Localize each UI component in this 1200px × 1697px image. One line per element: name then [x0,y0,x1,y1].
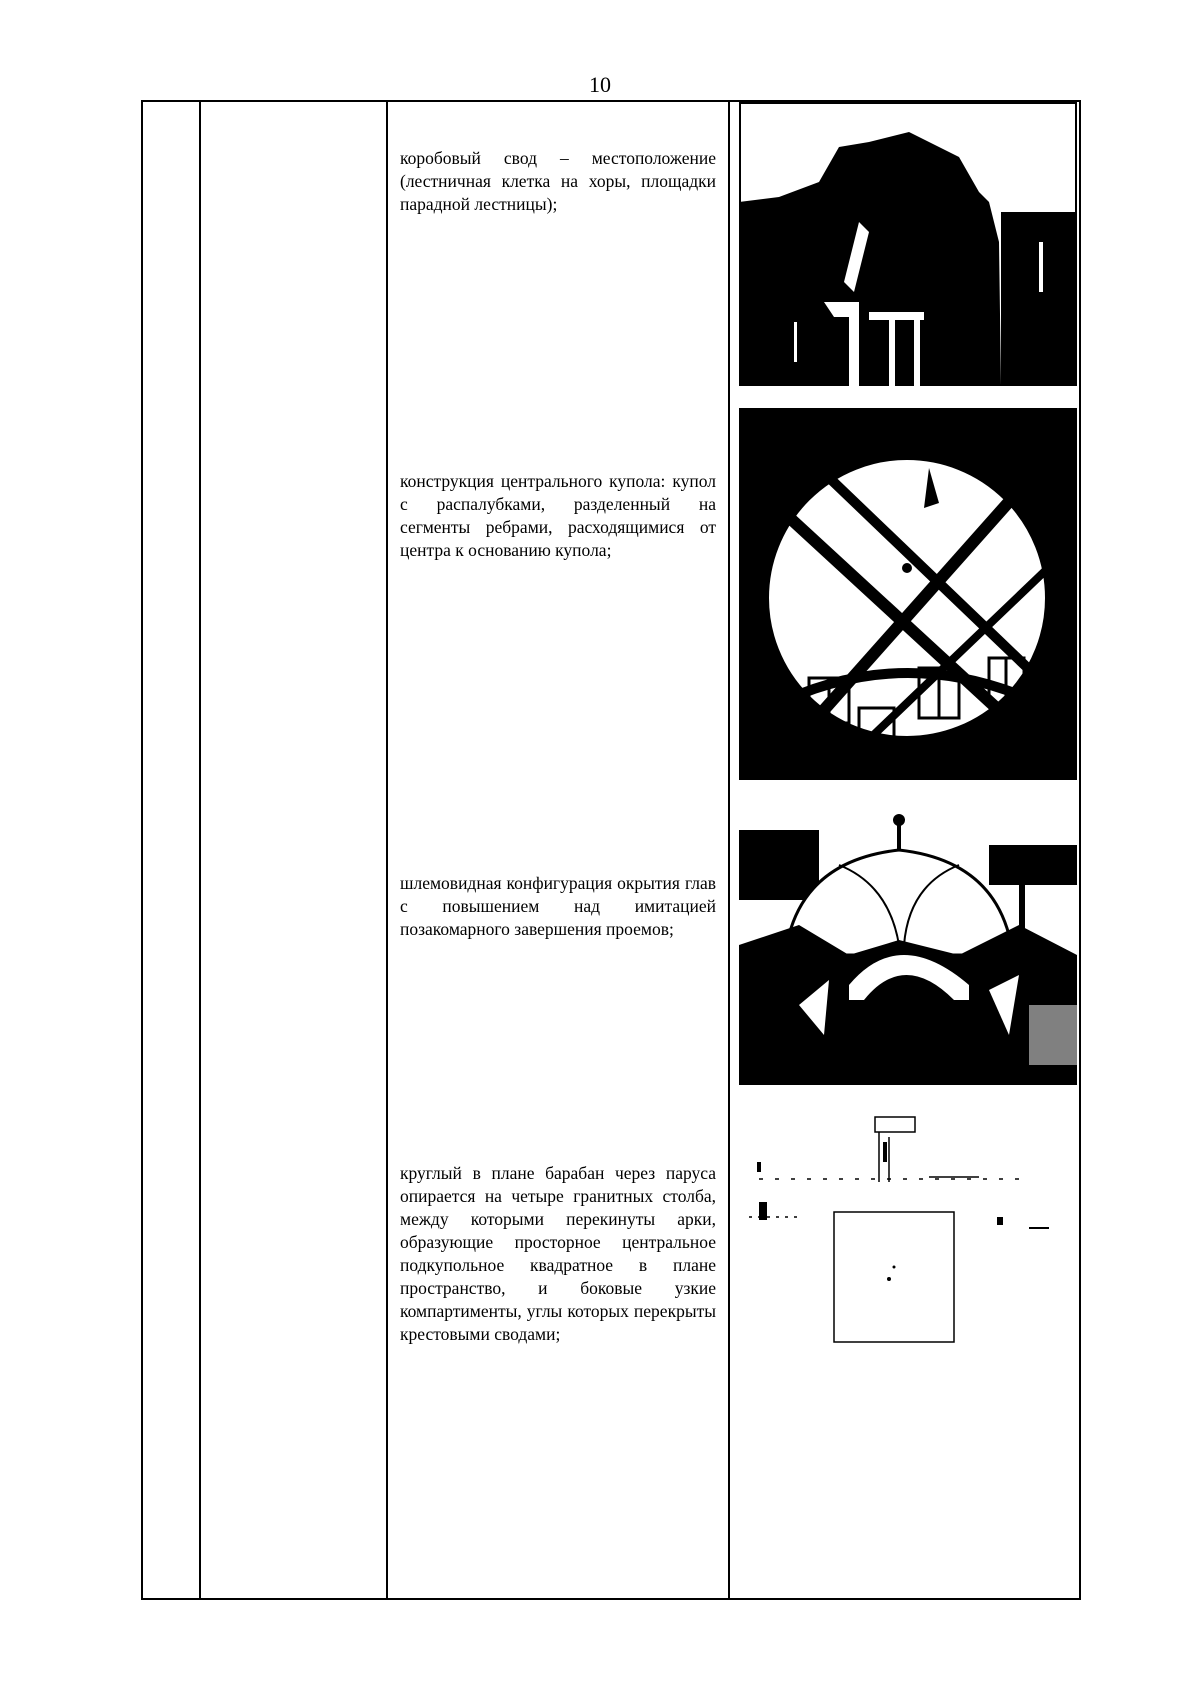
page-number: 10 [589,72,611,97]
column-divider [728,102,730,1598]
dome-interior-photo [739,408,1077,780]
row-description: круглый в плане барабан через паруса опирается на четыре гранитных столба, между которыми перекинуты арки, образующие просторное центральное подкупольное квадратное в плане пространство, и боковые узкие компартименты, углы которых перекрыты крестовыми сводами; [400,1163,716,1344]
vault-photo [739,102,1077,386]
table-row [388,470,728,562]
document-table [141,100,1081,1600]
row-description: конструкция центрального купола: купол с распалубками, разделенный на сегменты ребрами, расходящимися от центра к основанию купола; [400,471,716,560]
floor-plan-drawing [739,1107,1077,1347]
table-row [388,1162,728,1346]
table-row [388,872,728,941]
dome-exterior-photo [739,805,1077,1085]
column-divider [386,102,388,1598]
column-divider [199,102,201,1598]
row-description: коробовый свод – местоположение (лестничная клетка на хоры, площадки парадной лестницы); [400,148,716,214]
table-row [388,147,728,216]
row-description: шлемовидная конфигурация окрытия глав с повышением над имитацией позакомарного завершения проемов; [400,873,716,939]
